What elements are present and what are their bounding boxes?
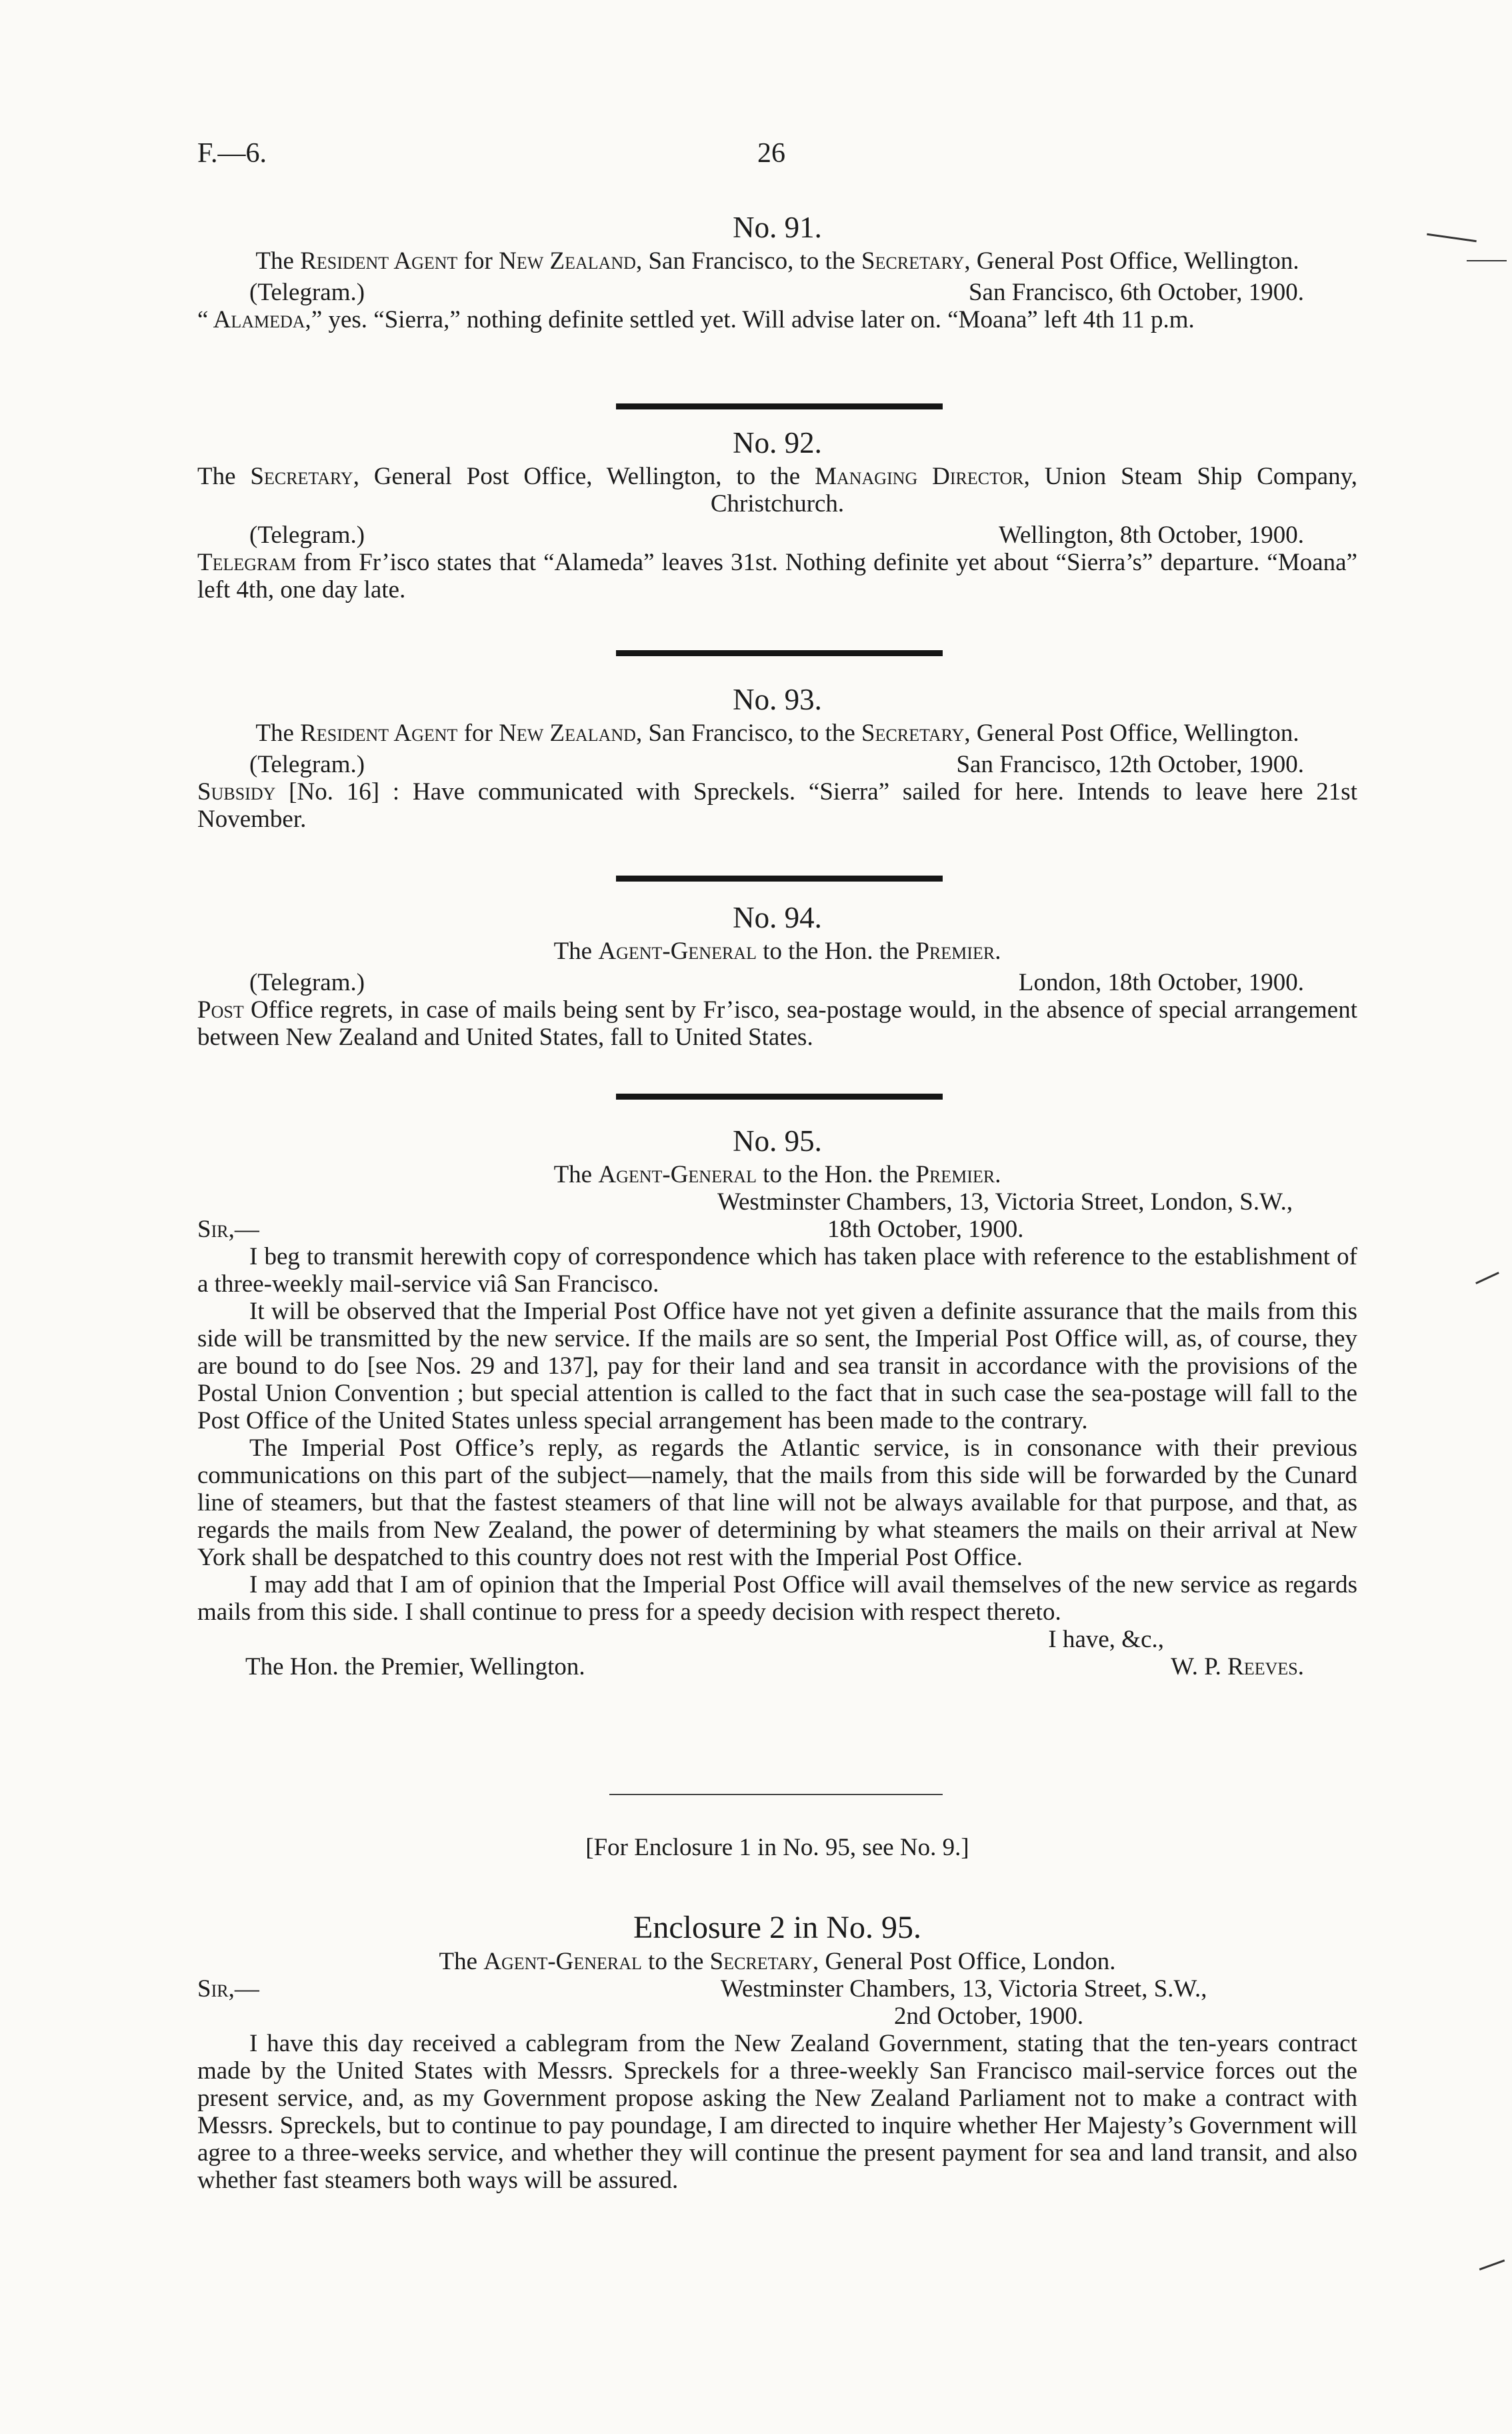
- section-no-93: [197, 682, 1357, 833]
- section-divider: [616, 876, 943, 882]
- letter-date: 18th October, 1900.: [827, 1216, 1024, 1243]
- section-divider: [616, 650, 943, 656]
- place-date: San Francisco, 6th October, 1900.: [968, 279, 1304, 306]
- complimentary-close: I have, &c.,: [1048, 1626, 1164, 1653]
- telegram-line: [197, 969, 1357, 996]
- letter-date: 2nd October, 1900.: [894, 2003, 1084, 2030]
- section-number: No. 95.: [733, 1124, 822, 1158]
- letter-address: Westminster Chambers, 13, Victoria Street, S.W.,: [721, 1975, 1207, 2003]
- telegram-label: (Telegram.): [249, 751, 365, 778]
- closing-line: [197, 1626, 1357, 1653]
- letter-address: Westminster Chambers, 13, Victoria Street, London, S.W.,: [717, 1188, 1293, 1216]
- section-no-94: [197, 900, 1357, 1051]
- section-title: The Secretary, General Post Office, Wellington, to the Managing Director, Union Steam Ship Company, Christchurch.: [197, 463, 1357, 517]
- salutation-address-line: [197, 1975, 1357, 2003]
- telegram-label: (Telegram.): [249, 279, 365, 306]
- salutation: Sir,—: [197, 1216, 259, 1243]
- letter-paragraph: I beg to transmit herewith copy of correspondence which has taken place with reference to the establishment of a three-weekly mail-service viâ San Francisco.: [197, 1243, 1357, 1298]
- salutation-date-line: [197, 1216, 1357, 1243]
- section-enclosure-2: [197, 1911, 1357, 2194]
- telegram-body: “ Alameda,” yes. “Sierra,” nothing definite settled yet. Will advise later on. “Moana” left 4th 11 p.m.: [197, 306, 1195, 333]
- section-no-95: [197, 1124, 1357, 1680]
- letter-paragraph: I may add that I am of opinion that the Imperial Post Office will avail themselves of the new service as regards mails from this side. I shall continue to press for a speedy decision with respect thereto.: [197, 1571, 1357, 1626]
- section-title: The Resident Agent for New Zealand, San Francisco, to the Secretary, General Post Office, Wellington.: [255, 720, 1299, 747]
- section-no-92: [197, 425, 1357, 603]
- telegram-body: Post Office regrets, in case of mails being sent by Fr’isco, sea-postage would, in the absence of special arrangement between New Zealand and United States, fall to United States.: [197, 996, 1357, 1051]
- letter-paragraph: It will be observed that the Imperial Post Office have not yet given a definite assurance that the mails from this side will be transmitted by the new service. If the mails are so sent, the Imperial Post Office will, as, of course, they are bound to do [see Nos. 29 and 137], pay for their land and sea transit in accordance with the provisions of the Postal Union Convention ; but special attention is called to the fact that in such case the sea-postage will fall to the Post Office of the United States unless special arrangement has been made to the contrary.: [197, 1298, 1357, 1434]
- section-number: No. 94.: [733, 901, 822, 934]
- letter-paragraph: I have this day received a cablegram from the New Zealand Government, stating that the ten-years contract made by the United States with Messrs. Spreckels for a three-weekly San Francisco mail-service forces out the present service, and, as my Government propose asking the New Zealand Parliament not to make a contract with Messrs. Spreckels, but to continue to pay poundage, I am directed to inquire whether Her Majesty’s Government will agree to a three-weeks service, and whether they will continue the present payment for sea and land transit, and also whether fast steamers both ways will be assured.: [197, 2030, 1357, 2194]
- addressee: The Hon. the Premier, Wellington.: [245, 1653, 585, 1680]
- enclosure-note: [For Enclosure 1 in No. 95, see No. 9.]: [585, 1834, 969, 1861]
- scan-mark: [1467, 260, 1507, 261]
- telegram-line: [197, 279, 1357, 306]
- page-header: [197, 140, 1357, 180]
- section-number: Enclosure 2 in No. 95.: [633, 1910, 921, 1945]
- section-number: No. 92.: [733, 426, 822, 459]
- section-title: The Agent-General to the Hon. the Premier.: [553, 938, 1001, 965]
- section-number: No. 91.: [733, 211, 822, 244]
- signature: W. P. Reeves.: [1171, 1653, 1304, 1680]
- place-date: Wellington, 8th October, 1900.: [999, 521, 1304, 549]
- telegram-body: Telegram from Fr’isco states that “Alameda” leaves 31st. Nothing definite yet about “Sierra’s” departure. “Moana” left 4th, one day late.: [197, 549, 1357, 603]
- letter-paragraph: The Imperial Post Office’s reply, as regards the Atlantic service, is in consonance with their previous communications on this part of the subject—namely, that the mails from this side will be forwarded by the Cunard line of steamers, but that the fastest steamers of that line will not be always available for that purpose, and that, as regards the mails from New Zealand, the power of determining by what steamers the mails on their arrival at New York shall be despatched to this country does not rest with the Imperial Post Office.: [197, 1434, 1357, 1571]
- place-date: London, 18th October, 1900.: [1018, 969, 1304, 996]
- scan-mark: [1475, 1272, 1499, 1284]
- section-title: The Resident Agent for New Zealand, San Francisco, to the Secretary, General Post Office, Wellington.: [255, 247, 1299, 275]
- section-title: The Agent-General to the Hon. the Premier.: [553, 1161, 1001, 1188]
- telegram-label: (Telegram.): [249, 969, 365, 996]
- place-date: San Francisco, 12th October, 1900.: [956, 751, 1304, 778]
- addressee-line: [197, 1653, 1357, 1680]
- paper-reference: F.—6.: [197, 138, 267, 169]
- scan-mark: [1427, 233, 1477, 242]
- section-divider: [616, 1094, 943, 1100]
- scan-mark: [1479, 2259, 1505, 2271]
- section-number: No. 93.: [733, 683, 822, 716]
- telegram-label: (Telegram.): [249, 521, 365, 549]
- telegram-line: [197, 751, 1357, 778]
- telegram-line: [197, 521, 1357, 549]
- section-divider: [616, 403, 943, 409]
- page-number: 26: [757, 138, 785, 169]
- thin-divider: [609, 1794, 943, 1795]
- section-title: The Agent-General to the Secretary, General Post Office, London.: [439, 1948, 1116, 1975]
- section-no-91: [197, 210, 1357, 333]
- telegram-body: Subsidy [No. 16] : Have communicated with Spreckels. “Sierra” sailed for here. Intends to leave here 21st November.: [197, 778, 1357, 833]
- salutation: Sir,—: [197, 1975, 259, 2003]
